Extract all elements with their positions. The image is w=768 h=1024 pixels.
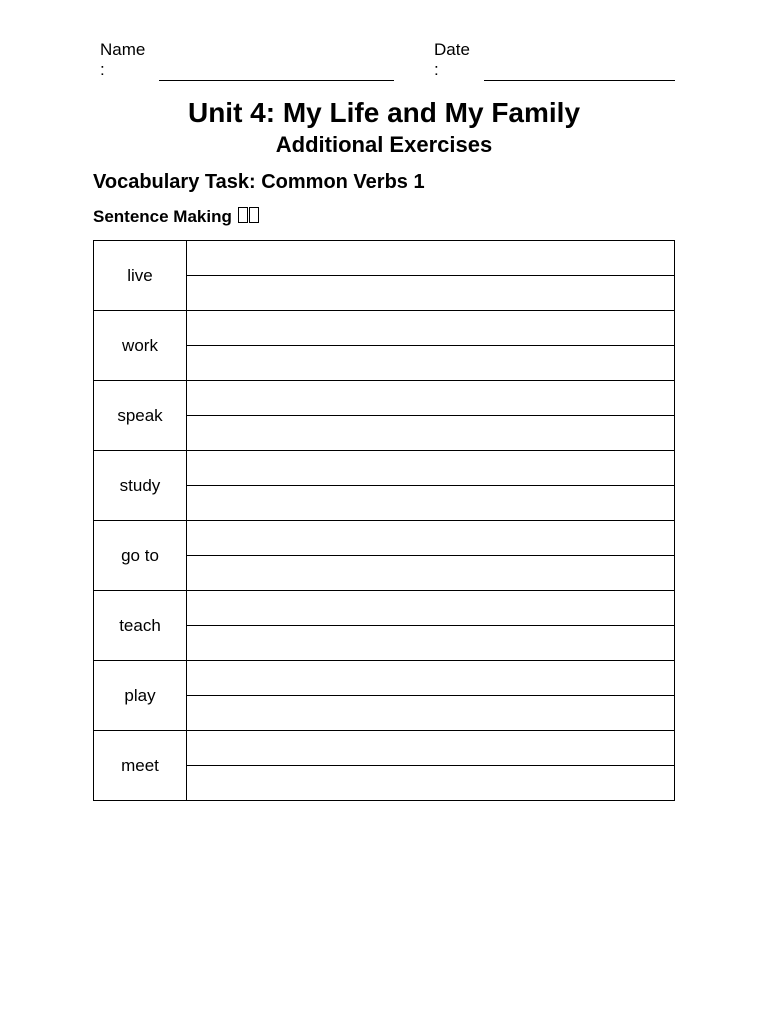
sentence-area <box>187 241 675 311</box>
sentence-area <box>187 731 675 801</box>
verb-cell: meet <box>94 731 187 801</box>
verb-cell: study <box>94 451 187 521</box>
sentence-line[interactable] <box>187 452 674 486</box>
date-input-line[interactable] <box>484 80 675 81</box>
table-row <box>94 591 675 661</box>
table-row <box>94 311 675 381</box>
verb-cell: work <box>94 311 187 381</box>
table-row <box>94 731 675 801</box>
table-row <box>94 661 675 731</box>
sentence-line[interactable] <box>187 312 674 346</box>
page-subtitle: Additional Exercises <box>275 132 493 157</box>
name-input-line[interactable] <box>159 80 394 81</box>
page-title: Unit 4: My Life and My Family <box>187 97 581 128</box>
sentence-area <box>187 381 675 451</box>
sentence-line[interactable] <box>187 732 674 766</box>
instruction-heading <box>93 206 259 228</box>
verb-cell: teach <box>94 591 187 661</box>
sentence-line[interactable] <box>187 276 674 310</box>
vocabulary-table <box>93 240 675 801</box>
sentence-line[interactable] <box>187 626 674 660</box>
missing-glyph-icon <box>249 207 259 223</box>
verb-cell: speak <box>94 381 187 451</box>
sentence-line[interactable] <box>187 382 674 416</box>
instruction-text: Sentence Making <box>93 207 232 226</box>
sentence-area <box>187 661 675 731</box>
sentence-line[interactable] <box>187 556 674 590</box>
date-colon: : <box>434 60 439 79</box>
sentence-area <box>187 591 675 661</box>
sentence-line[interactable] <box>187 696 674 730</box>
sentence-line[interactable] <box>187 662 674 696</box>
table-row <box>94 521 675 591</box>
verb-cell: play <box>94 661 187 731</box>
missing-glyph-icon <box>238 207 248 223</box>
sentence-line[interactable] <box>187 766 674 800</box>
sentence-line[interactable] <box>187 346 674 380</box>
table-row <box>94 381 675 451</box>
sentence-line[interactable] <box>187 242 674 276</box>
date-label: Date <box>434 40 470 59</box>
sentence-line[interactable] <box>187 486 674 520</box>
name-colon: : <box>100 60 105 79</box>
sentence-line[interactable] <box>187 522 674 556</box>
sentence-line[interactable] <box>187 416 674 450</box>
sentence-line[interactable] <box>187 592 674 626</box>
verb-cell: go to <box>94 521 187 591</box>
sentence-area <box>187 521 675 591</box>
table-row <box>94 451 675 521</box>
sentence-area <box>187 451 675 521</box>
table-row <box>94 241 675 311</box>
sentence-area <box>187 311 675 381</box>
name-label: Name <box>100 40 146 59</box>
verb-cell: live <box>94 241 187 311</box>
task-heading: Vocabulary Task: Common Verbs 1 <box>93 171 425 193</box>
